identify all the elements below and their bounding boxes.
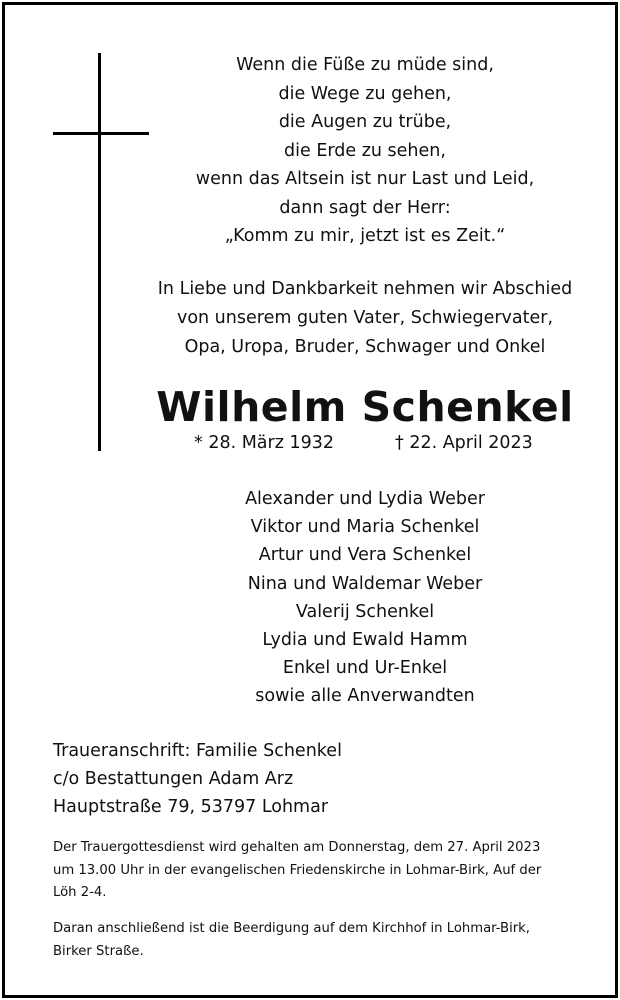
family-list: [145, 485, 585, 711]
cross-icon-vertical-bar: [98, 53, 101, 451]
intro-line: In Liebe und Dankbarkeit nehmen wir Abschied: [157, 279, 573, 299]
family-member: Nina und Waldemar Weber: [247, 573, 483, 594]
address-line: c/o Bestattungen Adam Arz: [53, 769, 294, 789]
family-member: Lydia und Ewald Hamm: [262, 630, 468, 651]
death-date: † 22. April 2023: [395, 433, 533, 453]
intro-line: Opa, Uropa, Bruder, Schwager und Onkel: [184, 337, 546, 357]
address-line: Hauptstraße 79, 53797 Lohmar: [53, 797, 329, 817]
notice-line: Löh 2-4.: [53, 885, 107, 900]
notice-line: Birker Straße.: [53, 943, 144, 959]
intro-line: von unserem guten Vater, Schwiegervater,: [176, 308, 554, 328]
mourning-address: [53, 737, 342, 821]
service-notice: [53, 837, 593, 905]
poem-line: „Komm zu mir, jetzt ist es Zeit.“: [224, 226, 506, 246]
poem-line: die Augen zu trübe,: [278, 112, 452, 132]
family-member: Valerij Schenkel: [295, 601, 435, 622]
notice-line: Der Trauergottesdienst wird gehalten am Donnerstag, dem 27. April 2023: [53, 840, 541, 855]
farewell-intro: [145, 275, 585, 362]
address-line: Traueranschrift: Familie Schenkel: [53, 741, 342, 761]
family-member: sowie alle Anverwandten: [255, 686, 475, 707]
poem: [145, 51, 585, 251]
burial-notice: [53, 918, 593, 963]
family-member: Artur und Vera Schenkel: [258, 545, 472, 566]
family-member: Alexander und Lydia Weber: [245, 489, 485, 509]
poem-line: wenn das Altsein ist nur Last und Leid,: [195, 169, 535, 189]
notice-line: Daran anschließend ist die Beerdigung auf dem Kirchhof in Lohmar-Birk,: [53, 921, 530, 936]
obituary-frame: [2, 2, 618, 998]
cross-icon-horizontal-bar: [53, 132, 149, 135]
poem-line: Wenn die Füße zu müde sind,: [236, 55, 494, 75]
notice-line: um 13.00 Uhr in der evangelischen Friedenskirche in Lohmar-Birk, Auf der: [53, 862, 542, 878]
family-member: Enkel und Ur-Enkel: [282, 658, 448, 679]
deceased-name: Wilhelm Schenkel: [156, 383, 574, 431]
poem-line: dann sagt der Herr:: [279, 197, 451, 218]
birth-date: * 28. März 1932: [194, 433, 335, 453]
poem-line: die Erde zu sehen,: [284, 140, 446, 161]
family-member: Viktor und Maria Schenkel: [250, 517, 480, 538]
poem-line: die Wege zu gehen,: [278, 83, 452, 104]
